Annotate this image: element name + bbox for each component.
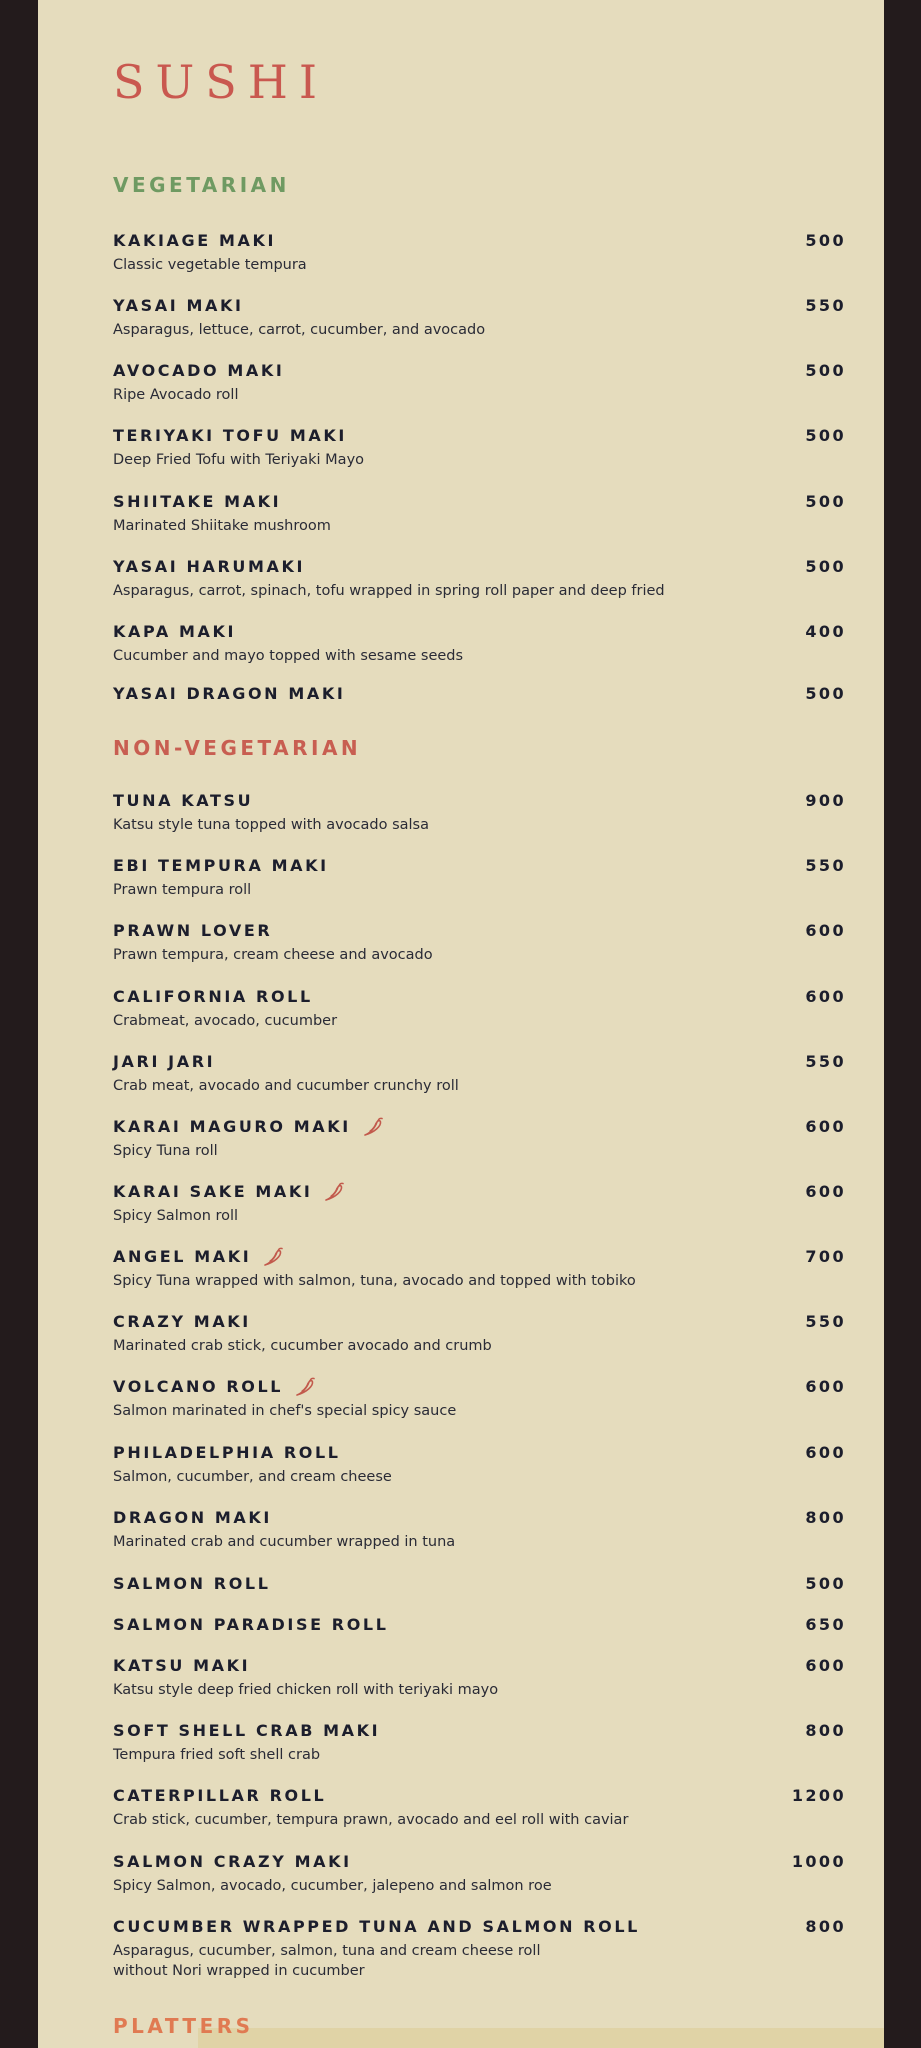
item-description: Crab stick, cucumber, tempura prawn, avocado and eel roll with caviar <box>113 1812 629 1828</box>
item-name-text: KAKIAGE MAKI <box>113 231 277 250</box>
item-name-text: DRAGON MAKI <box>113 1508 272 1527</box>
item-price: 600 <box>805 1117 846 1136</box>
item-name <box>113 557 305 577</box>
item-name <box>113 1182 344 1202</box>
item-description: Spicy Salmon, avocado, cucumber, jalepeno and salmon roe <box>113 1878 552 1894</box>
item-name-text: JARI JARI <box>113 1052 216 1071</box>
item-name-text: VOLCANO ROLL <box>113 1377 284 1396</box>
item-price: 500 <box>805 557 846 576</box>
item-name <box>113 231 276 251</box>
item-name <box>113 1247 283 1267</box>
item-price: 550 <box>805 856 846 875</box>
menu-item <box>113 987 846 1031</box>
item-name <box>113 1443 341 1463</box>
item-description: Salmon marinated in chef's special spicy sauce <box>113 1403 457 1419</box>
item-description: Ripe Avocado roll <box>113 387 239 403</box>
item-name-text: SALMON ROLL <box>113 1574 271 1593</box>
item-description <box>113 1941 846 1981</box>
item-name <box>113 426 347 446</box>
item-description: Tempura fried soft shell crab <box>113 1747 321 1763</box>
item-description: Crabmeat, avocado, cucumber <box>113 1013 338 1029</box>
menu-item <box>113 921 846 965</box>
item-description: Marinated Shiitake mushroom <box>113 518 331 534</box>
item-price: 800 <box>805 1917 846 1936</box>
item-name <box>113 1508 272 1528</box>
item-description: Crab meat, avocado and cucumber crunchy roll <box>113 1078 459 1094</box>
item-price: 500 <box>805 492 846 511</box>
menu-item <box>113 1443 846 1487</box>
section-heading-platters: PLATTERS <box>113 2014 254 2038</box>
item-name <box>113 791 253 811</box>
item-name-text: KATSU MAKI <box>113 1656 251 1675</box>
menu-item <box>113 231 846 275</box>
item-description: Prawn tempura, cream cheese and avocado <box>113 947 433 963</box>
item-name-text: SOFT SHELL CRAB MAKI <box>113 1721 381 1740</box>
item-name <box>113 1312 251 1332</box>
item-price: 500 <box>805 361 846 380</box>
item-name <box>113 987 313 1007</box>
item-price: 600 <box>805 1182 846 1201</box>
menu-item <box>113 1852 846 1896</box>
item-price: 500 <box>805 426 846 445</box>
menu-item <box>113 1574 846 1594</box>
item-description-line: without Nori wrapped in cucumber <box>113 1963 365 1979</box>
item-name-text: KARAI SAKE MAKI <box>113 1182 313 1201</box>
item-description: Salmon, cucumber, and cream cheese <box>113 1469 392 1485</box>
item-name-text: TUNA KATSU <box>113 791 254 810</box>
menu-item <box>113 557 846 601</box>
item-name-text: KAPA MAKI <box>113 622 237 641</box>
item-description: Katsu style deep fried chicken roll with teriyaki mayo <box>113 1682 499 1698</box>
item-name <box>113 1117 383 1137</box>
item-name-text: YASAI DRAGON MAKI <box>113 684 346 703</box>
menu-item <box>113 361 846 405</box>
item-name-text: YASAI MAKI <box>113 296 244 315</box>
item-description: Spicy Salmon roll <box>113 1208 239 1224</box>
item-name-text: ANGEL MAKI <box>113 1247 252 1266</box>
menu-item <box>113 1247 846 1291</box>
item-name-text: CRAZY MAKI <box>113 1312 251 1331</box>
item-name-text: AVOCADO MAKI <box>113 361 285 380</box>
item-name-text: SHIITAKE MAKI <box>113 492 282 511</box>
item-name-text: CATERPILLAR ROLL <box>113 1786 327 1805</box>
item-description: Deep Fried Tofu with Teriyaki Mayo <box>113 452 365 468</box>
menu-item <box>113 1917 846 1981</box>
item-name-text: SALMON CRAZY MAKI <box>113 1852 352 1871</box>
section-heading-vegetarian: VEGETARIAN <box>113 173 290 197</box>
item-name-text: CALIFORNIA ROLL <box>113 987 313 1006</box>
item-description: Asparagus, lettuce, carrot, cucumber, and avocado <box>113 322 486 338</box>
chili-pepper-icon <box>261 1247 283 1267</box>
item-name <box>113 921 272 941</box>
item-description: Marinated crab and cucumber wrapped in tuna <box>113 1534 456 1550</box>
item-price: 800 <box>805 1508 846 1527</box>
bottom-strip <box>198 2028 884 2048</box>
item-description: Katsu style tuna topped with avocado salsa <box>113 817 429 833</box>
item-description: Spicy Tuna wrapped with salmon, tuna, avocado and topped with tobiko <box>113 1273 636 1289</box>
item-name <box>113 1615 389 1635</box>
item-description: Marinated crab stick, cucumber avocado and crumb <box>113 1338 492 1354</box>
menu-item <box>113 1182 846 1226</box>
section-heading-non-vegetarian: NON-VEGETARIAN <box>113 736 362 760</box>
item-name-text: CUCUMBER WRAPPED TUNA AND SALMON ROLL <box>113 1917 640 1936</box>
menu-item <box>113 1721 846 1765</box>
menu-item <box>113 791 846 835</box>
menu-item <box>113 296 846 340</box>
item-name <box>113 622 236 642</box>
item-name <box>113 1656 250 1676</box>
item-price: 550 <box>805 1052 846 1071</box>
menu-item <box>113 684 846 704</box>
item-price: 600 <box>805 921 846 940</box>
item-price: 600 <box>805 1443 846 1462</box>
item-price: 600 <box>805 1377 846 1396</box>
item-price: 500 <box>805 684 846 703</box>
item-description: Cucumber and mayo topped with sesame seeds <box>113 648 464 664</box>
item-name <box>113 1721 380 1741</box>
item-price: 400 <box>805 622 846 641</box>
chili-pepper-icon <box>322 1182 344 1202</box>
item-name <box>113 361 284 381</box>
item-price: 600 <box>805 1656 846 1675</box>
item-price: 1200 <box>791 1786 846 1805</box>
item-price: 600 <box>805 987 846 1006</box>
menu-page <box>38 0 884 2048</box>
menu-item <box>113 1052 846 1096</box>
item-name <box>113 1786 326 1806</box>
item-description: Prawn tempura roll <box>113 882 252 898</box>
item-name <box>113 296 244 316</box>
item-price: 1000 <box>791 1852 846 1871</box>
item-name-text: KARAI MAGURO MAKI <box>113 1117 351 1136</box>
item-name-text: PHILADELPHIA ROLL <box>113 1443 341 1462</box>
item-price: 500 <box>805 1574 846 1593</box>
item-name-text: TERIYAKI TOFU MAKI <box>113 426 347 445</box>
item-price: 500 <box>805 231 846 250</box>
item-description-line: Asparagus, cucumber, salmon, tuna and cream cheese roll <box>113 1943 541 1959</box>
menu-item <box>113 1656 846 1700</box>
item-price: 550 <box>805 1312 846 1331</box>
menu-item <box>113 1786 846 1830</box>
item-price: 550 <box>805 296 846 315</box>
item-description: Asparagus, carrot, spinach, tofu wrapped in spring roll paper and deep fried <box>113 583 665 599</box>
menu-item <box>113 1312 846 1356</box>
item-description: Spicy Tuna roll <box>113 1143 218 1159</box>
menu-item <box>113 856 846 900</box>
item-name <box>113 1917 640 1937</box>
item-price: 650 <box>805 1615 846 1634</box>
item-name-text: SALMON PARADISE ROLL <box>113 1615 389 1634</box>
item-name-text: EBI TEMPURA MAKI <box>113 856 329 875</box>
menu-item <box>113 492 846 536</box>
item-price: 700 <box>805 1247 846 1266</box>
item-description: Classic vegetable tempura <box>113 257 307 273</box>
item-name-text: PRAWN LOVER <box>113 921 273 940</box>
item-name <box>113 1852 352 1872</box>
menu-item <box>113 1377 846 1421</box>
item-name <box>113 684 345 704</box>
chili-pepper-icon <box>361 1117 383 1137</box>
item-name <box>113 1052 215 1072</box>
menu-item <box>113 1508 846 1552</box>
menu-item <box>113 1117 846 1161</box>
item-name <box>113 1574 271 1594</box>
item-name <box>113 856 329 876</box>
item-name <box>113 492 281 512</box>
item-price: 800 <box>805 1721 846 1740</box>
item-price: 900 <box>805 791 846 810</box>
menu-item <box>113 1615 846 1635</box>
menu-item <box>113 426 846 470</box>
item-name-text: YASAI HARUMAKI <box>113 557 306 576</box>
item-name <box>113 1377 315 1397</box>
chili-pepper-icon <box>293 1377 315 1397</box>
menu-item <box>113 622 846 666</box>
menu-title: SUSHI <box>113 55 329 109</box>
